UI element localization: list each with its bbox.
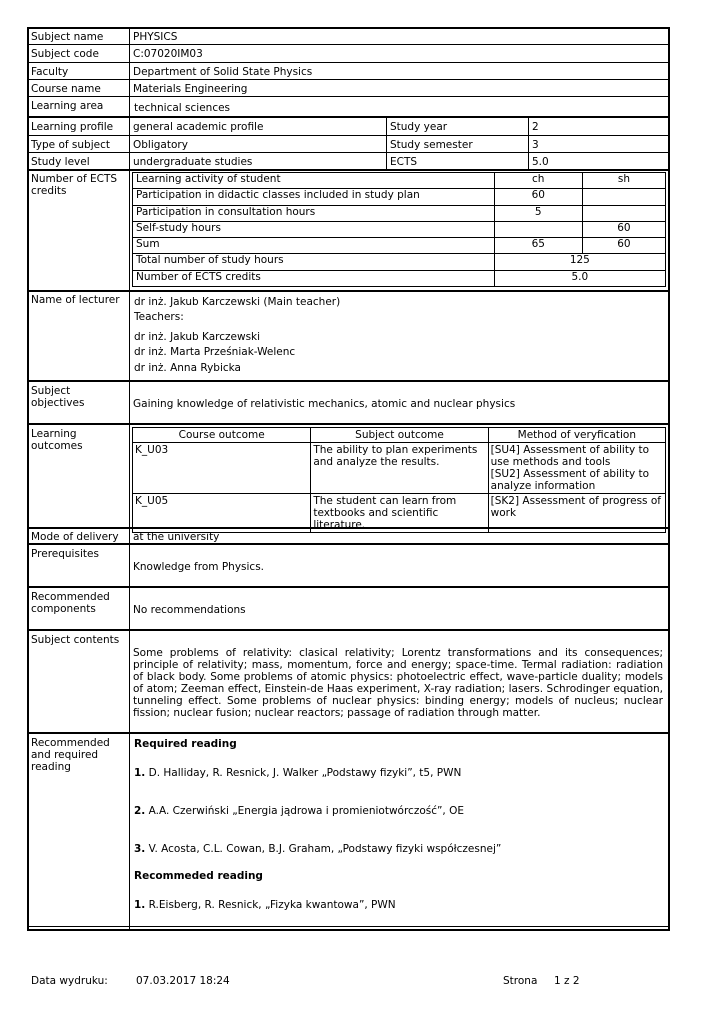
label-study-level: Study level bbox=[31, 156, 90, 168]
table-row bbox=[133, 270, 666, 286]
outcome-method: [SU4] Assessment of ability to use methods and tools bbox=[490, 444, 650, 468]
row-divider bbox=[27, 62, 670, 63]
ects-credits-label: Number of ECTS credits bbox=[133, 270, 495, 286]
outcome-methods bbox=[488, 443, 665, 494]
ects-table bbox=[132, 172, 666, 287]
label-outcomes: Learning outcomes bbox=[31, 428, 83, 452]
reading-item bbox=[134, 805, 464, 817]
ects-credits-value: 5.0 bbox=[494, 270, 665, 286]
outcomes-header-subject: Subject outcome bbox=[311, 428, 488, 443]
row-divider bbox=[27, 44, 670, 45]
table-row bbox=[133, 221, 666, 237]
ects-cell: 60 bbox=[582, 221, 665, 237]
reading-number: 3. bbox=[134, 843, 146, 855]
value-ects: 5.0 bbox=[532, 156, 549, 168]
row-divider bbox=[27, 586, 670, 588]
ects-cell: Self-study hours bbox=[133, 221, 495, 237]
outcomes-header-course: Course outcome bbox=[133, 428, 311, 443]
ects-total-value: 125 bbox=[494, 254, 665, 270]
label-ects-credits: Number of ECTS credits bbox=[31, 173, 118, 197]
reading-text: R.Eisberg, R. Resnick, „Fizyka kwantowa”, PWN bbox=[148, 899, 396, 911]
reading-text: V. Acosta, C.L. Cowan, B.J. Graham, „Podstawy fizyki współczesnej” bbox=[148, 843, 502, 855]
row-divider bbox=[27, 135, 670, 136]
ects-cell bbox=[582, 189, 665, 205]
outcome-subject: The student can learn from textbooks and scientific literature. bbox=[311, 494, 488, 533]
table-row bbox=[133, 443, 666, 494]
outcome-method: [SU2] Assessment of ability to analyze information bbox=[490, 468, 650, 492]
label-learning-profile: Learning profile bbox=[31, 121, 114, 133]
ects-header-activity: Learning activity of student bbox=[133, 173, 495, 189]
label-course-name: Course name bbox=[31, 83, 101, 95]
value-course-name: Materials Engineering bbox=[133, 83, 248, 95]
value-subject-name: PHYSICS bbox=[133, 31, 178, 43]
ects-cell: 65 bbox=[494, 238, 582, 254]
value-learning-profile: general academic profile bbox=[133, 121, 264, 133]
row-divider bbox=[27, 96, 670, 97]
row-divider bbox=[27, 629, 670, 631]
row-divider bbox=[27, 926, 670, 927]
table-row bbox=[133, 254, 666, 270]
delivery-text: at the university bbox=[133, 531, 220, 543]
components-text: No recommendations bbox=[133, 604, 246, 616]
row-divider bbox=[27, 79, 670, 80]
reading-text: D. Halliday, R. Resnick, J. Walker „Podstawy fizyki”, t5, PWN bbox=[148, 767, 462, 779]
label-column-divider bbox=[129, 27, 130, 931]
page-number: 1 z 2 bbox=[554, 975, 580, 987]
label-faculty: Faculty bbox=[31, 66, 69, 78]
ects-cell bbox=[494, 221, 582, 237]
value-study-level: undergraduate studies bbox=[133, 156, 253, 168]
label-delivery: Mode of delivery bbox=[31, 531, 119, 543]
reading-number: 2. bbox=[134, 805, 146, 817]
label-objectives: Subject objectives bbox=[31, 385, 85, 409]
label-study-year: Study year bbox=[390, 121, 448, 133]
row-divider bbox=[27, 116, 670, 118]
label-study-semester: Study semester bbox=[390, 139, 473, 151]
row-divider bbox=[27, 423, 670, 425]
row-divider bbox=[27, 543, 670, 545]
label-type-of-subject: Type of subject bbox=[31, 139, 110, 151]
reading-item bbox=[134, 767, 461, 779]
label-contents: Subject contents bbox=[31, 634, 120, 646]
ects-header-sh: sh bbox=[582, 173, 665, 189]
table-row bbox=[133, 189, 666, 205]
reading-item bbox=[134, 843, 501, 855]
value-subject-code: C:07020IM03 bbox=[133, 48, 203, 60]
row-divider bbox=[27, 169, 670, 171]
outcomes-table bbox=[132, 427, 666, 533]
ects-cell bbox=[582, 205, 665, 221]
reading-text: A.A. Czerwiński „Energia jądrowa i promieniotwórczość”, OE bbox=[148, 805, 465, 817]
recommended-reading-title bbox=[134, 870, 263, 882]
outcome-subject: The ability to plan experiments and analyze the results. bbox=[311, 443, 488, 494]
required-reading-title bbox=[134, 738, 237, 750]
ects-cell: Participation in didactic classes included in study plan bbox=[133, 189, 495, 205]
ects-cell: 60 bbox=[582, 238, 665, 254]
prerequisites-text: Knowledge from Physics. bbox=[133, 561, 264, 573]
row-divider bbox=[27, 290, 670, 292]
row-divider bbox=[27, 152, 670, 153]
label-prerequisites: Prerequisites bbox=[31, 548, 99, 560]
recommended-reading-heading: Recommeded reading bbox=[134, 870, 263, 882]
lecturer-teacher: dr inż. Jakub Karczewski bbox=[134, 331, 261, 343]
table-row bbox=[133, 428, 666, 443]
outcomes-header-method: Method of veryfication bbox=[488, 428, 665, 443]
ects-cell: Participation in consultation hours bbox=[133, 205, 495, 221]
value-study-year: 2 bbox=[532, 121, 539, 133]
value-type-of-subject: Obligatory bbox=[133, 139, 188, 151]
value-learning-area: technical sciences bbox=[134, 102, 231, 114]
print-date-label: Data wydruku: bbox=[31, 975, 108, 987]
objectives-text: Gaining knowledge of relativistic mechanics, atomic and nuclear physics bbox=[133, 398, 516, 410]
table-row bbox=[133, 173, 666, 189]
label-components: Recommended components bbox=[31, 591, 110, 615]
lecturer-teacher: dr inż. Marta Prześniak-Welenc bbox=[134, 346, 296, 358]
label-lecturer: Name of lecturer bbox=[31, 294, 120, 306]
info-divider bbox=[386, 116, 387, 169]
outcome-methods bbox=[488, 494, 665, 533]
print-date-value: 07.03.2017 18:24 bbox=[136, 975, 230, 987]
table-row bbox=[133, 494, 666, 533]
contents-text: Some problems of relativity: clasical relativity; Lorentz transformations and its consequences; principle of relativity; mass, momentum, force and energy; space-time. Termal radiation: radiation of black body. Some problems of atomic physics: photoelectric effect, wave-particle duality; models of atom; Zeeman effect, Einstein-de Haas experiment, X-ray radiation; lasers. Schrodinger equation, tunneling effect. Some problems of nuclear physics: binding energy; models of nucleus; nuclear fission; nuclear fusion; nuclear reactors; passage of radiation through matter. bbox=[133, 647, 663, 719]
ects-cell: 60 bbox=[494, 189, 582, 205]
outcome-course: K_U03 bbox=[133, 443, 311, 494]
label-learning-area: Learning area bbox=[31, 100, 104, 112]
ects-header-ch: ch bbox=[494, 173, 582, 189]
lecturer-teacher: dr inż. Anna Rybicka bbox=[134, 362, 241, 374]
row-divider bbox=[27, 732, 670, 734]
label-subject-code: Subject code bbox=[31, 48, 99, 60]
page-label: Strona bbox=[503, 975, 538, 987]
row-divider bbox=[27, 380, 670, 382]
table-row bbox=[133, 205, 666, 221]
outcome-method: [SK2] Assessment of progress of work bbox=[490, 495, 661, 519]
ects-cell: Sum bbox=[133, 238, 495, 254]
reading-item bbox=[134, 899, 396, 911]
reading-number: 1. bbox=[134, 767, 146, 779]
label-subject-name: Subject name bbox=[31, 31, 104, 43]
required-reading-heading: Required reading bbox=[134, 738, 237, 750]
ects-cell: 5 bbox=[494, 205, 582, 221]
lecturer-teachers-label: Teachers: bbox=[134, 311, 184, 323]
info-divider bbox=[528, 116, 529, 169]
value-faculty: Department of Solid State Physics bbox=[133, 66, 313, 78]
value-study-semester: 3 bbox=[532, 139, 539, 151]
table-row bbox=[133, 238, 666, 254]
label-ects: ECTS bbox=[390, 156, 418, 168]
outcome-course: K_U05 bbox=[133, 494, 311, 533]
ects-total-label: Total number of study hours bbox=[133, 254, 495, 270]
lecturer-main: dr inż. Jakub Karczewski (Main teacher) bbox=[134, 296, 341, 308]
reading-number: 1. bbox=[134, 899, 146, 911]
label-reading: Recommended and required reading bbox=[31, 737, 110, 773]
